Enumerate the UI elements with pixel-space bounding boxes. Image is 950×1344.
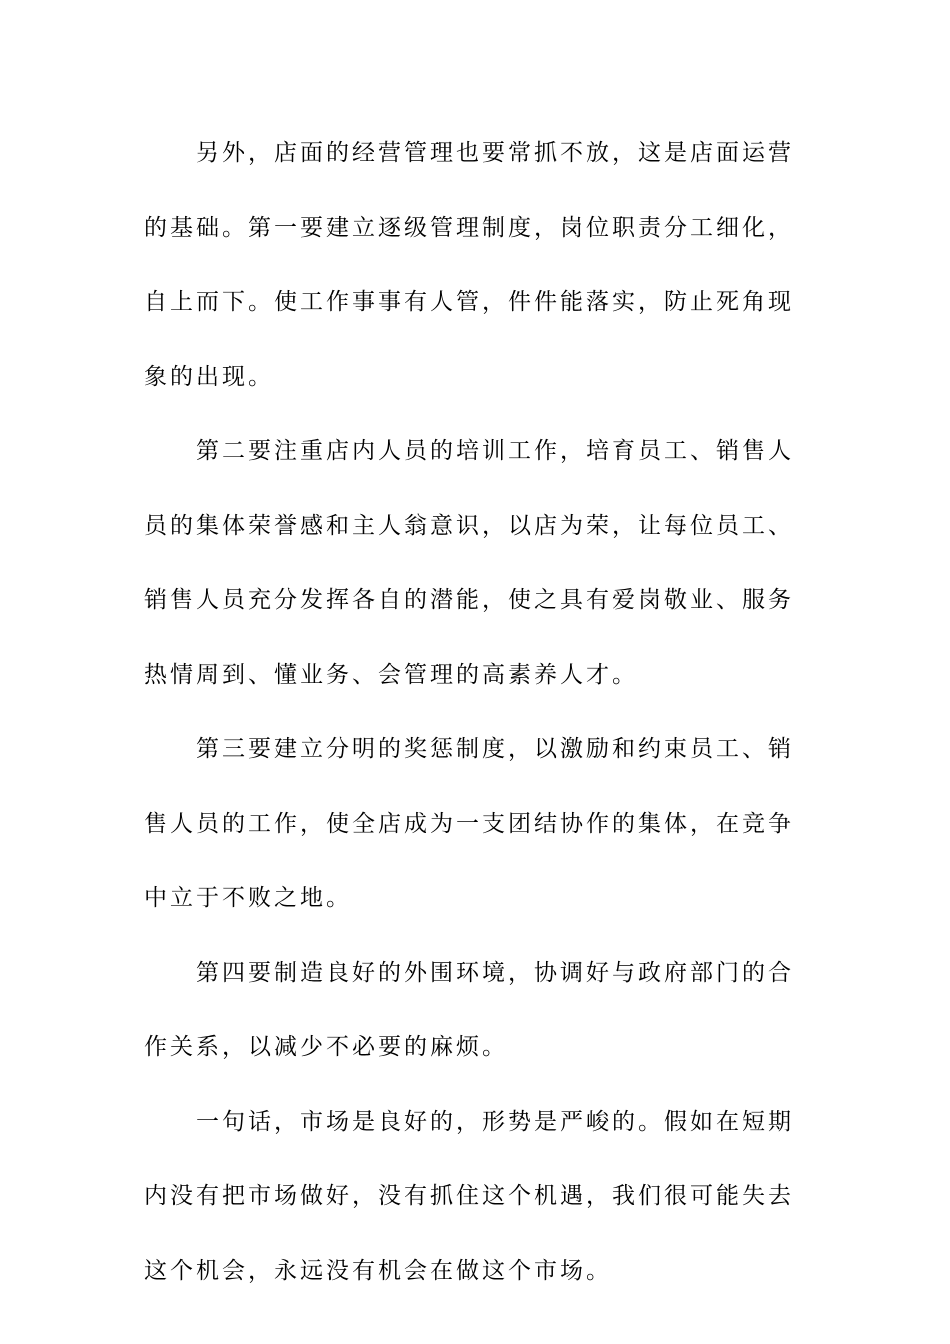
paragraph-4: 第四要制造良好的外围环境，协调好与政府部门的合作关系，以减少不必要的麻烦。 — [144, 959, 794, 1060]
paragraph-3: 第三要建立分明的奖惩制度，以激励和约束员工、销售人员的工作，使全店成为一支团结协作的集体，在竞争中立于不败之地。 — [144, 736, 794, 911]
paragraph-2: 第二要注重店内人员的培训工作，培育员工、销售人员的集体荣誉感和主人翁意识，以店为荣，让每位员工、销售人员充分发挥各自的潜能，使之具有爱岗敬业、服务热情周到、懂业务、会管理的高素养人才。 — [144, 438, 794, 688]
paragraph-1: 另外，店面的经营管理也要常抓不放，这是店面运营的基础。第一要建立逐级管理制度，岗位职责分工细化，自上而下。使工作事事有人管，件件能落实，防止死角现象的出现。 — [144, 140, 794, 390]
paragraph-5: 一句话，市场是良好的，形势是严峻的。假如在短期内没有把市场做好，没有抓住这个机遇，我们很可能失去这个机会，永远没有机会在做这个市场。 — [144, 1108, 794, 1284]
document-body — [144, 116, 810, 1308]
